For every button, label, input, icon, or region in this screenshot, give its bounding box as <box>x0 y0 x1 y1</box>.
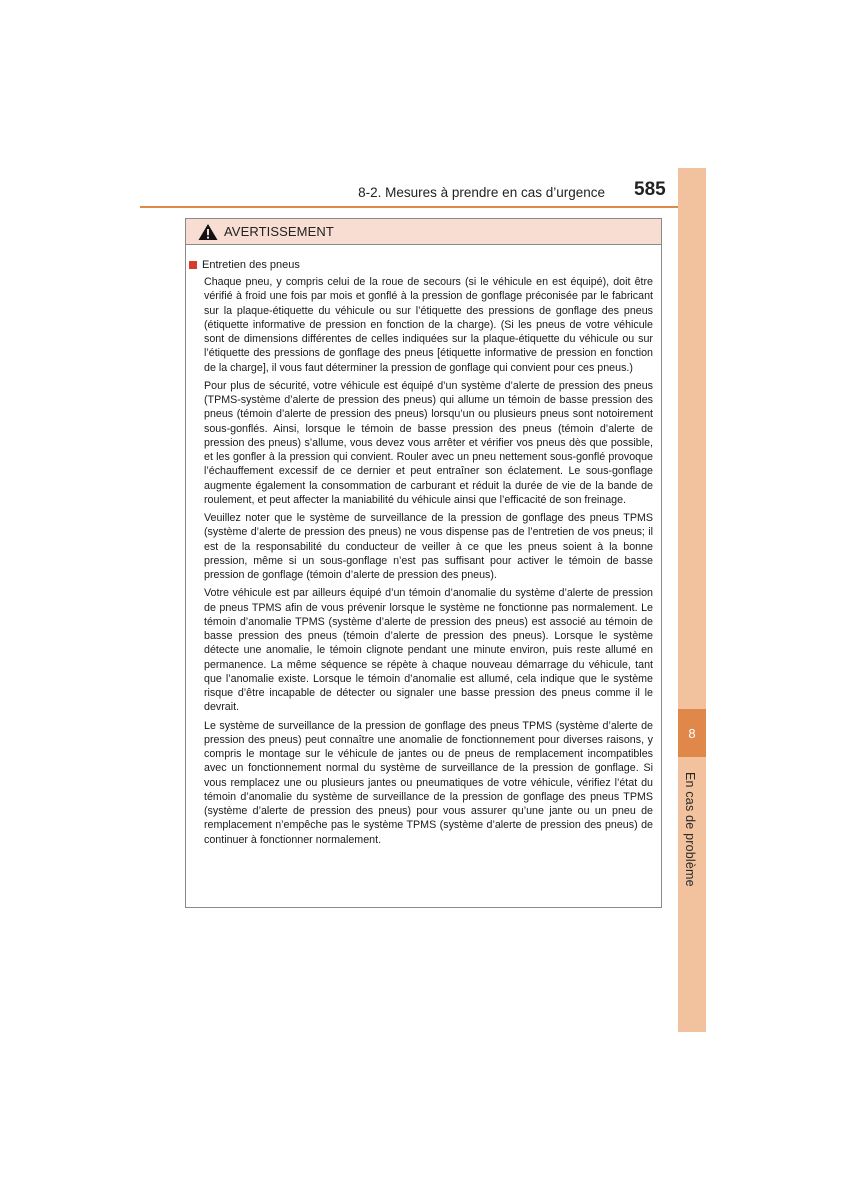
paragraph: Pour plus de sécurité, votre véhicule est équipé d’un système d’alerte de pression des pneus (TPMS-système d’alerte de pression des pneus) qui allume un témoin de basse pression des pneus (témoin d’alerte de pression des pneus) lorsqu’un ou plusieurs pneus sont notoirement sous-gonflés. Ainsi, lorsque le témoin de basse pression des pneus (témoin d’alerte de pression des pneus) s’allume, vous devez vous arrêter et vérifier vos pneus dès que possible, et les gonfler à la pression qui convient. Rouler avec un pneu nettement sous-gonflé provoque l’échauffement excessif de ce dernier et peut entraîner son éclatement. Le sous-gonflage augmente également la consommation de carburant et réduit la durée de vie de la bande de roulement, et peut affecter la maniabilité du véhicule ainsi que l’efficacité de son freinage. <box>204 379 653 506</box>
paragraph: Votre véhicule est par ailleurs équipé d’un témoin d’anomalie du système d’alerte de pression de pneus TPMS afin de vous prévenir lorsque le système ne fonctionne pas normalement. Le témoin d’anomalie TPMS (système d’alerte de pression des pneus) est associé au témoin de basse pression des pneus (témoin d’alerte de pression des pneus). Lorsque le système détecte une anomalie, le témoin clignote pendant une minute environ, puis reste allumé en permanence. La même séquence se répète à chaque nouveau démarrage du véhicule, tant que l’anomalie existe. Lorsque le témoin d’anomalie est allumé, cela indique que le système risque d’être incapable de détecter ou signaler une basse pression des pneus comme il le devrait. <box>204 587 653 714</box>
paragraph: Le système de surveillance de la pression de gonflage des pneus TPMS (système d’alerte de pression des pneus) peut connaître une anomalie de fonctionnement pour diverses raisons, y compris le montage sur le véhicule de jantes ou de pneus de remplacement incompatibles avec un fonctionnement normal du système de surveillance de la pression de gonflage. Si vous remplacez une ou plusieurs jantes ou pneumatiques de votre véhicule, vérifiez l’état du témoin d’anomalie du système de surveillance de la pression de gonflage des pneus TPMS (système d’alerte de pression des pneus) pour vous assurer qu’une jante ou un pneu de remplacement n’empêche pas le système TPMS (système d’alerte de pression des pneus) de continuer à fonctionner normalement. <box>204 719 653 846</box>
paragraph: Veuillez noter que le système de surveillance de la pression de gonflage des pneus TPMS (système d’alerte de pression des pneus) ne vous dispense pas de l’entretien de vos pneus; il est de la responsabilité du conducteur de veiller à ce que les pneus soient à la bonne pression, même si un sous-gonflage n’est pas suffisant pour activer le témoin de basse pression de gonflage (témoin d’alerte de pression des pneus). <box>204 512 653 581</box>
warning-box <box>185 218 662 908</box>
chapter-tab <box>678 709 706 757</box>
side-band <box>678 168 706 1032</box>
section-header-title: 8-2. Mesures à prendre en cas d’urgence <box>358 185 605 200</box>
warning-body <box>186 245 661 847</box>
page-number: 585 <box>634 179 666 200</box>
chapter-label: En cas de problème <box>683 772 697 887</box>
section-title: Entretien des pneus <box>202 259 300 271</box>
paragraph: Chaque pneu, y compris celui de la roue de secours (si le véhicule en est équipé), doit être vérifié à froid une fois par mois et gonflé à la pression de gonflage préconisée par le fabricant sur la plaque-étiquette du véhicule ou sur l’étiquette des pressions de gonflage des pneus (étiquette informative de pression en fonction de la charge). (Si les pneus de votre véhicule sont de dimensions différentes de celles indiquées sur la plaque-étiquette du véhicule ou sur l’étiquette des pressions de gonflage des pneus [étiquette informative de pression en fonction de la charge], il vous faut déterminer la pression de gonflage qui convient pour ces pneus.) <box>204 276 653 374</box>
warning-header <box>186 219 661 245</box>
chapter-number: 8 <box>688 725 696 741</box>
bullet-square-icon <box>189 261 197 269</box>
header-rule <box>140 206 678 208</box>
warning-title: AVERTISSEMENT <box>224 224 334 239</box>
section-heading <box>189 257 653 273</box>
warning-triangle-icon <box>198 223 218 241</box>
